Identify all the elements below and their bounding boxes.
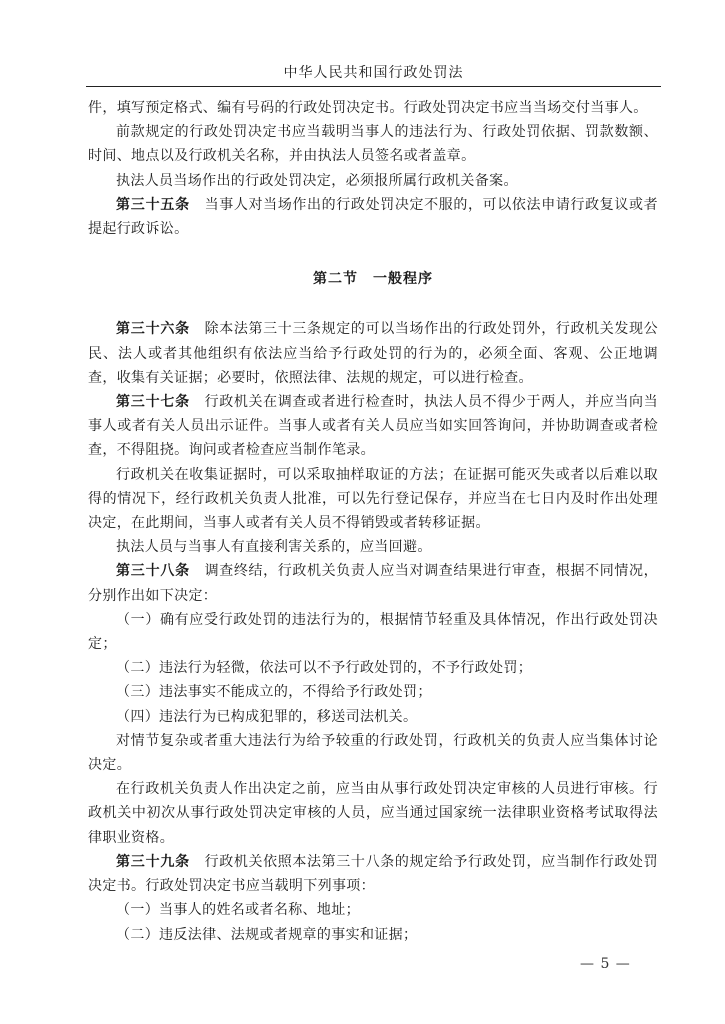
paragraph: 对情节复杂或者重大违法行为给予较重的行政处罚，行政机关的负责人应当集体讨论决定。	[88, 732, 658, 774]
page-number: — 5 —	[580, 956, 631, 972]
paragraph-continued: 件，填写预定格式、编有号码的行政处罚决定书。行政处罚决定书应当当场交付当事人。	[88, 100, 648, 116]
paragraph: 在行政机关负责人作出决定之前，应当由从事行政处罚决定审核的人员进行审核。行政机关中初次从事行政处罚决定审核的人员，应当通过国家统一法律职业资格考试取得法律职业资格。	[88, 781, 658, 846]
paragraph: 执法人员与当事人有直接利害关系的，应当回避。	[116, 539, 432, 556]
running-header: 中华人民共和国行政处罚法	[283, 65, 464, 81]
list-item: （一）确有应受行政处罚的违法行为的，根据情节轻重及具体情况，作出行政处罚决定；	[88, 611, 658, 653]
list-item: （二）违法行为轻微，依法可以不予行政处罚的，不予行政处罚；	[116, 660, 533, 677]
article-37	[88, 390, 658, 463]
article-39	[88, 850, 658, 898]
article-text: 当事人对当场作出的行政处罚决定不服的，可以依法申请行政复议或者提起行政诉讼。	[88, 196, 658, 238]
paragraph: 执法人员当场作出的行政处罚决定，必须报所属行政机关备案。	[116, 172, 518, 189]
article-label: 第三十八条	[116, 563, 190, 580]
section-title: 第二节 一般程序	[313, 271, 433, 288]
article-text: 行政机关依照本法第三十八条的规定给予行政处罚，应当制作行政处罚决定书。行政处罚决定书应当载明下列事项：	[88, 853, 658, 895]
article-text: 行政机关在调查或者进行检查时，执法人员不得少于两人，并应当向当事人或者有关人员出示证件。当事人或者有关人员应当如实回答询问，并协助调查或者检查，不得阻挠。询问或者检查应当制作笔录。	[88, 394, 658, 459]
page-body	[88, 96, 658, 947]
list-item: （三）违法事实不能成立的，不得给予行政处罚；	[116, 684, 432, 701]
article-35	[88, 193, 658, 241]
article-38	[88, 559, 658, 607]
list-item: （二）违反法律、法规或者规章的事实和证据；	[116, 926, 418, 943]
list-item: （一）当事人的姓名或者名称、地址；	[116, 902, 360, 919]
header-divider	[86, 86, 661, 87]
paragraph: 前款规定的行政处罚决定书应当载明当事人的违法行为、行政处罚依据、罚款数额、时间、地点以及行政机关名称，并由执法人员签名或者盖章。	[88, 124, 658, 165]
article-label: 第三十六条	[116, 321, 190, 338]
article-text: 调查终结，行政机关负责人应当对调查结果进行审查，根据不同情况，分别作出如下决定：	[88, 563, 658, 604]
article-36	[88, 317, 658, 390]
article-text: 除本法第三十三条规定的可以当场作出的行政处罚外，行政机关发现公民、法人或者其他组织有依法应当给予行政处罚的行为的，必须全面、客观、公正地调查，收集有关证据；必要时，依照法律、法规的规定，可以进行检查。	[88, 321, 658, 386]
paragraph: 行政机关在收集证据时，可以采取抽样取证的方法；在证据可能灭失或者以后难以取得的情况下，经行政机关负责人批准，可以先行登记保存，并应当在七日内及时作出处理决定，在此期间，当事人或者有关人员不得销毁或者转移证据。	[88, 466, 658, 532]
article-label: 第三十七条	[116, 394, 190, 411]
list-item: （四）违法行为已构成犯罪的，移送司法机关。	[116, 708, 418, 725]
article-label: 第三十五条	[116, 196, 190, 213]
article-label: 第三十九条	[116, 853, 190, 870]
